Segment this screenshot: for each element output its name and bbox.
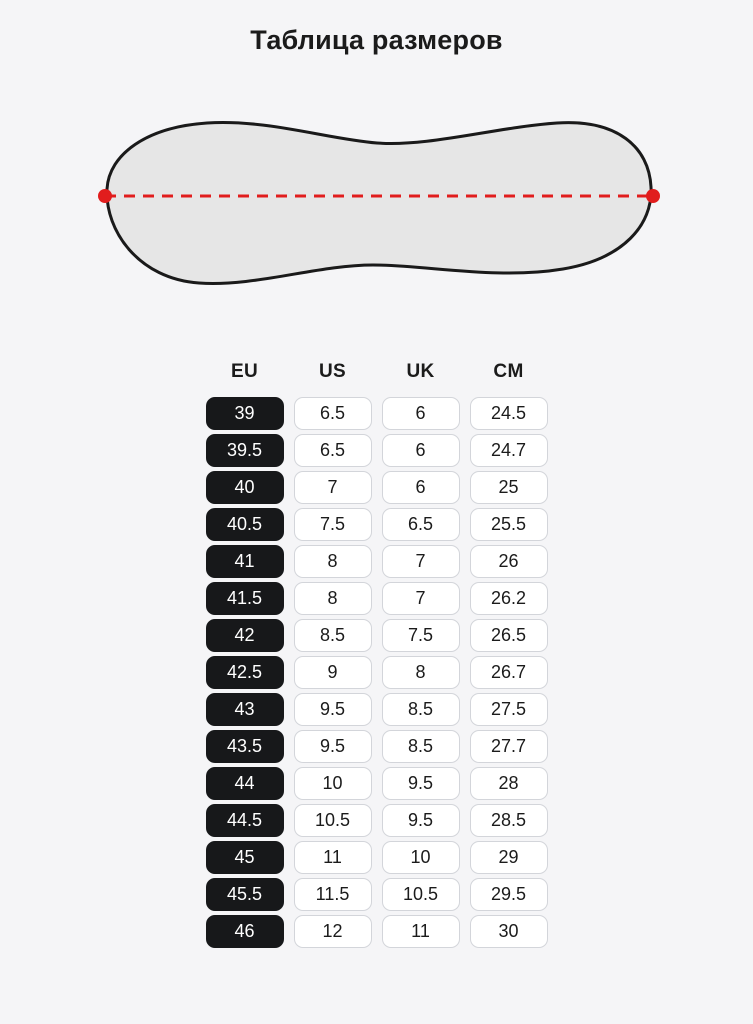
- size-cell-us[interactable]: 9: [294, 656, 372, 689]
- size-cell-us[interactable]: 9.5: [294, 693, 372, 726]
- table-row: [206, 508, 548, 541]
- size-cell-us[interactable]: 7: [294, 471, 372, 504]
- size-cell-uk[interactable]: 8: [382, 656, 460, 689]
- table-row: [206, 545, 548, 578]
- size-cell-cm[interactable]: 27.5: [470, 693, 548, 726]
- measurement-point-right: [646, 189, 660, 203]
- size-cell-us[interactable]: 10.5: [294, 804, 372, 837]
- table-row: [206, 619, 548, 652]
- column-header-uk: UK: [406, 361, 435, 383]
- size-cell-cm[interactable]: 29.5: [470, 878, 548, 911]
- size-cell-us[interactable]: 7.5: [294, 508, 372, 541]
- size-cell-eu[interactable]: 45: [206, 841, 284, 874]
- size-cell-eu[interactable]: 42: [206, 619, 284, 652]
- size-cell-eu[interactable]: 40: [206, 471, 284, 504]
- size-cell-cm[interactable]: 26.5: [470, 619, 548, 652]
- table-row: [206, 915, 548, 948]
- table-row: [206, 656, 548, 689]
- size-cell-eu[interactable]: 43: [206, 693, 284, 726]
- size-cell-uk[interactable]: 6: [382, 434, 460, 467]
- table-body: [206, 397, 548, 948]
- size-cell-eu[interactable]: 42.5: [206, 656, 284, 689]
- shoe-sole-outline-icon: [77, 99, 677, 299]
- size-cell-eu[interactable]: 44.5: [206, 804, 284, 837]
- size-cell-uk[interactable]: 6: [382, 397, 460, 430]
- size-cell-cm[interactable]: 30: [470, 915, 548, 948]
- size-cell-cm[interactable]: 26.2: [470, 582, 548, 615]
- size-cell-us[interactable]: 11.5: [294, 878, 372, 911]
- size-cell-cm[interactable]: 28: [470, 767, 548, 800]
- size-cell-eu[interactable]: 39: [206, 397, 284, 430]
- sole-diagram: [0, 84, 753, 314]
- size-cell-eu[interactable]: 45.5: [206, 878, 284, 911]
- size-cell-us[interactable]: 9.5: [294, 730, 372, 763]
- size-cell-eu[interactable]: 41.5: [206, 582, 284, 615]
- size-cell-us[interactable]: 6.5: [294, 397, 372, 430]
- size-cell-cm[interactable]: 29: [470, 841, 548, 874]
- table-row: [206, 841, 548, 874]
- size-cell-eu[interactable]: 44: [206, 767, 284, 800]
- size-cell-cm[interactable]: 25.5: [470, 508, 548, 541]
- size-cell-us[interactable]: 10: [294, 767, 372, 800]
- measurement-point-left: [98, 189, 112, 203]
- size-cell-eu[interactable]: 41: [206, 545, 284, 578]
- size-cell-uk[interactable]: 11: [382, 915, 460, 948]
- size-cell-cm[interactable]: 26: [470, 545, 548, 578]
- size-cell-us[interactable]: 12: [294, 915, 372, 948]
- table-row: [206, 767, 548, 800]
- size-cell-uk[interactable]: 8.5: [382, 730, 460, 763]
- table-row: [206, 693, 548, 726]
- size-cell-uk[interactable]: 7: [382, 582, 460, 615]
- size-cell-uk[interactable]: 7.5: [382, 619, 460, 652]
- size-cell-us[interactable]: 8.5: [294, 619, 372, 652]
- size-cell-us[interactable]: 8: [294, 582, 372, 615]
- size-cell-eu[interactable]: 46: [206, 915, 284, 948]
- size-cell-uk[interactable]: 6.5: [382, 508, 460, 541]
- size-cell-us[interactable]: 11: [294, 841, 372, 874]
- size-cell-cm[interactable]: 26.7: [470, 656, 548, 689]
- table-row: [206, 582, 548, 615]
- table-row: [206, 471, 548, 504]
- size-cell-uk[interactable]: 7: [382, 545, 460, 578]
- table-row: [206, 804, 548, 837]
- size-cell-eu[interactable]: 43.5: [206, 730, 284, 763]
- size-cell-uk[interactable]: 10.5: [382, 878, 460, 911]
- size-cell-uk[interactable]: 8.5: [382, 693, 460, 726]
- size-cell-eu[interactable]: 40.5: [206, 508, 284, 541]
- table-row: [206, 730, 548, 763]
- column-header-cm: CM: [493, 361, 524, 383]
- table-header-row: [206, 360, 548, 393]
- size-cell-us[interactable]: 8: [294, 545, 372, 578]
- size-table: [196, 356, 558, 952]
- table-row: [206, 397, 548, 430]
- size-table-container: [0, 356, 753, 952]
- size-cell-cm[interactable]: 24.7: [470, 434, 548, 467]
- size-cell-uk[interactable]: 9.5: [382, 767, 460, 800]
- size-cell-eu[interactable]: 39.5: [206, 434, 284, 467]
- size-cell-cm[interactable]: 27.7: [470, 730, 548, 763]
- size-cell-uk[interactable]: 9.5: [382, 804, 460, 837]
- size-cell-uk[interactable]: 6: [382, 471, 460, 504]
- size-cell-uk[interactable]: 10: [382, 841, 460, 874]
- size-cell-cm[interactable]: 24.5: [470, 397, 548, 430]
- size-cell-cm[interactable]: 28.5: [470, 804, 548, 837]
- column-header-eu: EU: [231, 361, 258, 383]
- size-cell-cm[interactable]: 25: [470, 471, 548, 504]
- table-row: [206, 434, 548, 467]
- size-cell-us[interactable]: 6.5: [294, 434, 372, 467]
- column-header-us: US: [319, 361, 346, 383]
- page-title: Таблица размеров: [250, 25, 503, 55]
- table-row: [206, 878, 548, 911]
